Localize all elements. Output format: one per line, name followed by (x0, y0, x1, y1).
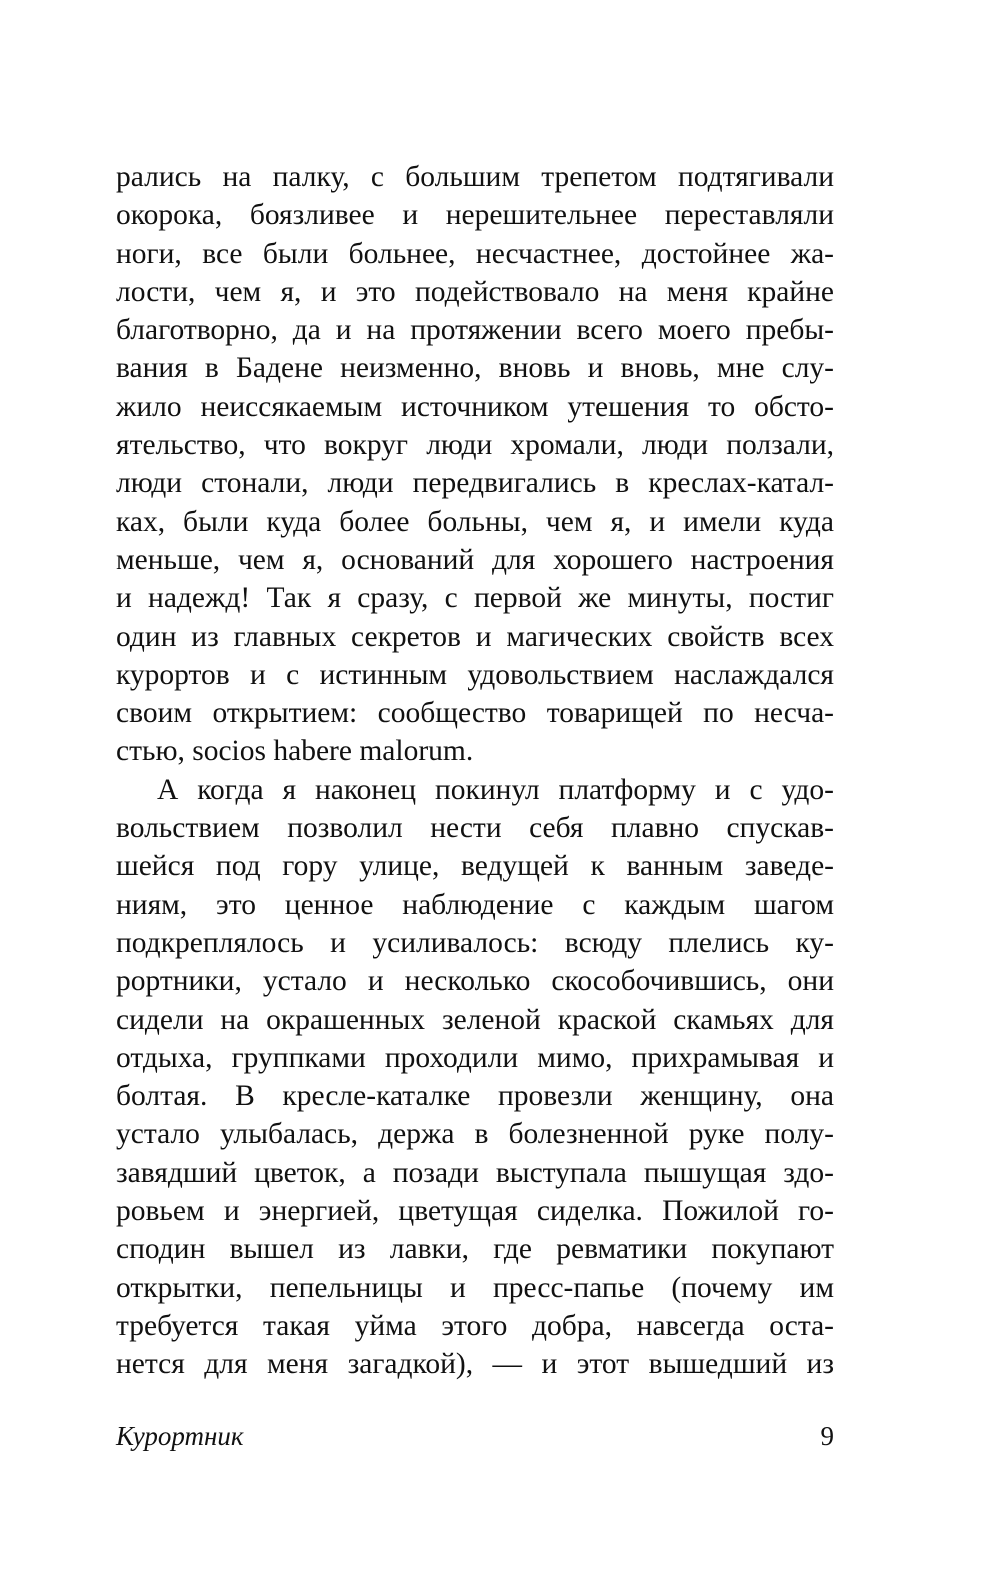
text-line: отдыха, группками проходили мимо, прихрамывая и (116, 1041, 834, 1074)
text-line: рортники, устало и несколько скособочившись, они (116, 965, 834, 998)
text-line: ровьем и энергией, цветущая сиделка. Пожилой го- (116, 1195, 834, 1228)
paragraph-1 (116, 158, 834, 771)
text-line: благотворно, да и на протяжении всего моего пребы- (116, 314, 834, 347)
text-line: и надежд! Так я сразу, с первой же минуты, постиг (116, 582, 834, 615)
page-footer (116, 1416, 834, 1456)
text-line: болтая. В кресле-каталке провезли женщину, она (116, 1080, 834, 1113)
text-line: ках, были куда более больны, чем я, и имели куда (116, 505, 834, 538)
text-line: лости, чем я, и это подействовало на меня крайне (116, 275, 834, 308)
body-text (116, 158, 834, 1384)
text-line: А когда я наконец покинул платформу и с удо- (157, 773, 834, 806)
text-line: курортов и с истинным удовольствием наслаждался (116, 658, 834, 691)
text-line: шейся под гору улице, ведущей к ванным заведе- (116, 850, 834, 883)
text-line: окорока, боязливее и нерешительнее переставляли (116, 199, 834, 232)
text-line: устало улыбалась, держа в болезненной руке полу- (116, 1118, 834, 1151)
text-line: нется для меня загадкой), — и этот вышедший из (116, 1348, 834, 1381)
text-line: вольствием позволил нести себя плавно спускав- (116, 812, 834, 845)
text-line: подкреплялось и усиливалось: всюду плелись ку- (116, 926, 834, 959)
page-number: 9 (820, 1421, 834, 1451)
text-line: завядший цветок, а позади выступала пышущая здо- (116, 1156, 834, 1189)
text-line: своим открытием: сообщество товарищей по несча- (116, 697, 834, 730)
text-line: стью, socios habere malorum. (116, 735, 474, 768)
running-title: Курортник (116, 1421, 244, 1451)
text-line: ятельство, что вокруг люди хромали, люди ползали, (116, 429, 834, 462)
text-line: открытки, пепельницы и пресс-папье (почему им (116, 1271, 834, 1304)
text-line: люди стонали, люди передвигались в креслах-катал- (116, 467, 834, 500)
text-line: ниям, это ценное наблюдение с каждым шагом (116, 888, 834, 921)
text-line: сподин вышел из лавки, где ревматики покупают (116, 1233, 834, 1266)
text-line: жило неиссякаемым источником утешения то обсто- (116, 390, 834, 423)
text-line: сидели на окрашенных зеленой краской скамьях для (116, 1003, 834, 1036)
text-line: вания в Бадене неизменно, вновь и вновь, мне слу- (116, 352, 834, 385)
paragraph-2 (116, 771, 834, 1384)
text-line: требуется такая уйма этого добра, навсегда оста- (116, 1309, 834, 1342)
text-line: ноги, все были больнее, несчастнее, достойнее жа- (116, 237, 834, 270)
text-line: меньше, чем я, оснований для хорошего настроения (116, 543, 834, 576)
text-line: один из главных секретов и магических свойств всех (116, 620, 834, 653)
text-line: рались на палку, с большим трепетом подтягивали (116, 161, 834, 193)
